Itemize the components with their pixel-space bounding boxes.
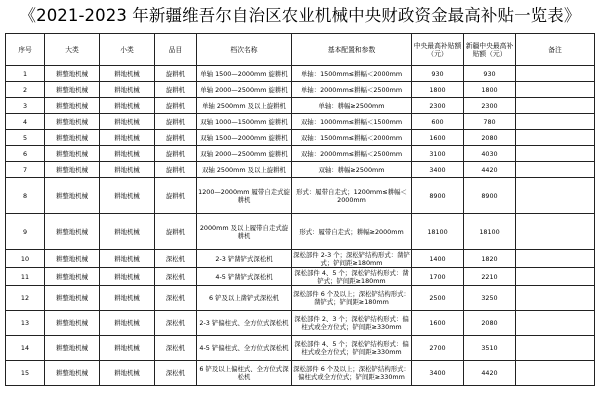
cell-central: 2300 <box>412 98 464 114</box>
cell-seq: 12 <box>6 286 45 311</box>
cell-config: 单轴：1500mm≤耕幅＜2000mm <box>292 66 412 82</box>
cell-xinjiang: 3510 <box>464 336 516 361</box>
cell-grade: 2-3 铲偏柱式、全方位式深松机 <box>197 311 292 336</box>
cell-note <box>516 162 595 178</box>
cell-config: 双轴：1500mm≤耕幅＜2000mm <box>292 130 412 146</box>
table-row <box>6 286 595 311</box>
table-row <box>6 268 595 286</box>
cell-central: 600 <box>412 114 464 130</box>
cell-note <box>516 114 595 130</box>
table-row <box>6 66 595 82</box>
cell-note <box>516 178 595 214</box>
cell-central: 1400 <box>412 250 464 268</box>
header-seq: 序号 <box>6 34 45 66</box>
header-note: 备注 <box>516 34 595 66</box>
table-body <box>6 66 595 386</box>
table-row <box>6 336 595 361</box>
cell-major: 耕整地机械 <box>45 114 100 130</box>
cell-note <box>516 214 595 250</box>
cell-major: 耕整地机械 <box>45 286 100 311</box>
cell-item: 深松机 <box>155 250 197 268</box>
cell-major: 耕整地机械 <box>45 311 100 336</box>
cell-xinjiang: 18100 <box>464 214 516 250</box>
cell-item: 深松机 <box>155 361 197 386</box>
cell-note <box>516 311 595 336</box>
cell-minor: 耕地机械 <box>100 130 155 146</box>
table-row <box>6 311 595 336</box>
cell-minor: 耕地机械 <box>100 98 155 114</box>
cell-note <box>516 286 595 311</box>
cell-seq: 10 <box>6 250 45 268</box>
cell-seq: 9 <box>6 214 45 250</box>
cell-grade: 双轴 1500—2000mm 旋耕机 <box>197 130 292 146</box>
cell-grade: 1200—2000mm 履带自走式旋耕机 <box>197 178 292 214</box>
cell-major: 耕整地机械 <box>45 178 100 214</box>
cell-grade: 单轴 2000—2500mm 旋耕机 <box>197 82 292 98</box>
cell-major: 耕整地机械 <box>45 268 100 286</box>
cell-xinjiang: 2300 <box>464 98 516 114</box>
cell-minor: 耕地机械 <box>100 268 155 286</box>
table-row <box>6 162 595 178</box>
cell-item: 旋耕机 <box>155 66 197 82</box>
cell-xinjiang: 8900 <box>464 178 516 214</box>
cell-xinjiang: 1800 <box>464 82 516 98</box>
cell-note <box>516 66 595 82</box>
cell-item: 深松机 <box>155 311 197 336</box>
header-central: 中央最高补贴额（元） <box>412 34 464 66</box>
cell-major: 耕整地机械 <box>45 82 100 98</box>
cell-item: 旋耕机 <box>155 130 197 146</box>
cell-central: 2500 <box>412 286 464 311</box>
cell-grade: 4-5 铲偏柱式、全方位式深松机 <box>197 336 292 361</box>
cell-seq: 13 <box>6 311 45 336</box>
cell-minor: 耕地机械 <box>100 311 155 336</box>
cell-central: 1600 <box>412 311 464 336</box>
cell-seq: 5 <box>6 130 45 146</box>
cell-minor: 耕地机械 <box>100 162 155 178</box>
cell-note <box>516 82 595 98</box>
document-title: 《2021-2023 年新疆维吾尔自治区农业机械中央财政资金最高补贴一览表》 <box>19 6 581 25</box>
cell-major: 耕整地机械 <box>45 361 100 386</box>
header-grade: 档次名称 <box>197 34 292 66</box>
cell-xinjiang: 780 <box>464 114 516 130</box>
header-row <box>6 34 595 66</box>
cell-grade: 双轴 1000—1500mm 旋耕机 <box>197 114 292 130</box>
header-config: 基本配置和参数 <box>292 34 412 66</box>
cell-item: 旋耕机 <box>155 146 197 162</box>
cell-xinjiang: 1820 <box>464 250 516 268</box>
cell-central: 1800 <box>412 82 464 98</box>
cell-xinjiang: 2210 <box>464 268 516 286</box>
header-minor: 小类 <box>100 34 155 66</box>
cell-note <box>516 250 595 268</box>
table-row <box>6 130 595 146</box>
cell-grade: 4-5 铲凿铲式深松机 <box>197 268 292 286</box>
table-row <box>6 361 595 386</box>
cell-xinjiang: 3250 <box>464 286 516 311</box>
cell-major: 耕整地机械 <box>45 130 100 146</box>
cell-note <box>516 336 595 361</box>
cell-seq: 3 <box>6 98 45 114</box>
cell-xinjiang: 4420 <box>464 361 516 386</box>
cell-minor: 耕地机械 <box>100 146 155 162</box>
header-xinjiang: 新疆中央最高补贴额（元） <box>464 34 516 66</box>
cell-seq: 15 <box>6 361 45 386</box>
table-row <box>6 178 595 214</box>
cell-xinjiang: 930 <box>464 66 516 82</box>
cell-config: 双轴：耕幅≥2500mm <box>292 162 412 178</box>
header-major: 大类 <box>45 34 100 66</box>
cell-seq: 14 <box>6 336 45 361</box>
cell-config: 深松部件 6 个及以上；深松铲结构形式：凿铲式；铲间距≥180mm <box>292 286 412 311</box>
cell-central: 1700 <box>412 268 464 286</box>
cell-major: 耕整地机械 <box>45 162 100 178</box>
cell-central: 18100 <box>412 214 464 250</box>
cell-config: 双轴：1000mm≤耕幅＜1500mm <box>292 114 412 130</box>
cell-minor: 耕地机械 <box>100 286 155 311</box>
cell-item: 深松机 <box>155 268 197 286</box>
cell-seq: 1 <box>6 66 45 82</box>
cell-config: 单轴：2000mm≤耕幅＜2500mm <box>292 82 412 98</box>
cell-note <box>516 146 595 162</box>
cell-config: 深松部件 4、5 个；深松铲结构形式：凿铲式；铲间距≥180mm <box>292 268 412 286</box>
cell-item: 深松机 <box>155 286 197 311</box>
cell-major: 耕整地机械 <box>45 146 100 162</box>
table-row <box>6 146 595 162</box>
cell-central: 3400 <box>412 162 464 178</box>
cell-config: 形式：履带自走式；1200mm≤耕幅＜2000mm <box>292 178 412 214</box>
cell-seq: 11 <box>6 268 45 286</box>
cell-major: 耕整地机械 <box>45 98 100 114</box>
cell-major: 耕整地机械 <box>45 336 100 361</box>
cell-central: 930 <box>412 66 464 82</box>
cell-seq: 2 <box>6 82 45 98</box>
cell-central: 3400 <box>412 361 464 386</box>
cell-minor: 耕地机械 <box>100 250 155 268</box>
cell-seq: 8 <box>6 178 45 214</box>
cell-note <box>516 98 595 114</box>
cell-central: 1600 <box>412 130 464 146</box>
cell-grade: 2000mm 及以上履带自走式旋耕机 <box>197 214 292 250</box>
cell-grade: 双轴 2500mm 及以上旋耕机 <box>197 162 292 178</box>
cell-item: 旋耕机 <box>155 82 197 98</box>
cell-item: 旋耕机 <box>155 98 197 114</box>
cell-item: 旋耕机 <box>155 114 197 130</box>
header-item: 品目 <box>155 34 197 66</box>
cell-central: 2700 <box>412 336 464 361</box>
cell-minor: 耕地机械 <box>100 214 155 250</box>
cell-note <box>516 361 595 386</box>
cell-config: 形式：履带自走式；耕幅≥2000mm <box>292 214 412 250</box>
cell-xinjiang: 4420 <box>464 162 516 178</box>
cell-item: 旋耕机 <box>155 162 197 178</box>
cell-config: 单轴：耕幅≥2500mm <box>292 98 412 114</box>
cell-central: 3100 <box>412 146 464 162</box>
cell-config: 深松部件 2-3 个；深松铲结构形式：凿铲式；铲间距≥180mm <box>293 250 410 267</box>
cell-note <box>516 130 595 146</box>
cell-minor: 耕地机械 <box>100 178 155 214</box>
table-row <box>6 98 595 114</box>
cell-config: 双轴：2000mm≤耕幅＜2500mm <box>292 146 412 162</box>
table-row <box>6 114 595 130</box>
table-row <box>6 82 595 98</box>
cell-seq: 4 <box>6 114 45 130</box>
cell-config: 深松部件 2、3 个；深松铲结构形式：偏柱式或全方位式；铲间距≥330mm <box>292 311 412 336</box>
cell-item: 旋耕机 <box>155 214 197 250</box>
cell-major: 耕整地机械 <box>45 214 100 250</box>
cell-grade: 6 铲及以上凿铲式深松机 <box>197 286 292 311</box>
table-row <box>6 214 595 250</box>
cell-grade: 双轴 2000—2500mm 旋耕机 <box>197 146 292 162</box>
cell-config: 深松部件 6 个及以上；深松铲结构形式：偏柱式或全方位式；铲间距≥330mm <box>292 361 412 386</box>
cell-major: 耕整地机械 <box>45 250 100 268</box>
cell-item: 旋耕机 <box>155 178 197 214</box>
cell-grade: 单轴 1500—2000mm 旋耕机 <box>197 66 292 82</box>
cell-central: 8900 <box>412 178 464 214</box>
cell-minor: 耕地机械 <box>100 66 155 82</box>
cell-xinjiang: 4030 <box>464 146 516 162</box>
cell-seq: 7 <box>6 162 45 178</box>
cell-minor: 耕地机械 <box>100 114 155 130</box>
cell-minor: 耕地机械 <box>100 336 155 361</box>
cell-minor: 耕地机械 <box>100 361 155 386</box>
cell-note <box>516 268 595 286</box>
cell-major: 耕整地机械 <box>45 66 100 82</box>
cell-item: 深松机 <box>155 336 197 361</box>
cell-grade: 2-3 铲凿铲式深松机 <box>197 250 292 268</box>
cell-minor: 耕地机械 <box>100 82 155 98</box>
cell-xinjiang: 2080 <box>464 311 516 336</box>
table-row <box>6 250 595 268</box>
subsidy-table <box>5 33 595 386</box>
cell-xinjiang: 2080 <box>464 130 516 146</box>
cell-grade: 单轴 2500mm 及以上旋耕机 <box>197 98 292 114</box>
cell-config: 深松部件 4、5 个；深松铲结构形式：偏柱式或全方位式；铲间距≥330mm <box>292 336 412 361</box>
cell-seq: 6 <box>6 146 45 162</box>
cell-grade: 6 铲及以上偏柱式、全方位式深松机 <box>197 361 292 386</box>
